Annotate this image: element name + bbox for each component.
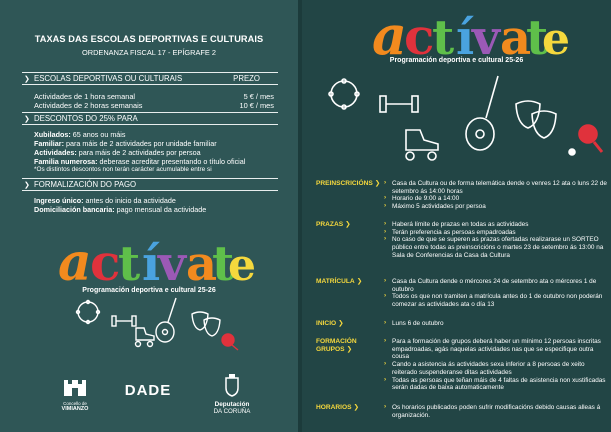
payment-label: Ingreso único: [34, 196, 84, 205]
section-schools [22, 72, 278, 85]
price-value: 5 € / mes [243, 92, 274, 101]
discount-note: *Os distintos descontos non terán carácter acumulable entre si [34, 166, 212, 173]
deputacion-line1: Deputación [214, 401, 250, 408]
price-row-label: Actividades de 1 hora semanal [34, 92, 136, 101]
svg-text:a: a [58, 232, 92, 293]
tambourine-icon [77, 301, 100, 324]
info-label [316, 320, 378, 328]
discount-text: deberase acreditar presentando o título oficial [97, 157, 246, 166]
chevron-right-icon: ❯ [338, 320, 344, 327]
info-item: › Os horarios publicados poden sufrir modificacións debido causas alleas á organización. [382, 404, 608, 419]
coat-of-arms-icon [224, 374, 240, 396]
info-item: › Todas as persoas que teñan máis de 4 faltas de asistencia non xustificadas serán dadas de baixa automaticamente [382, 377, 608, 392]
ping-pong-icon [222, 334, 238, 350]
svg-text:v: v [158, 236, 186, 292]
chevron-right-icon: ❯ [24, 116, 30, 123]
dumbbell-icon [380, 96, 418, 112]
concello-line2: VIMIANZO [61, 406, 89, 412]
section-schools-label: ESCOLAS DEPORTIVAS OU CULTURAIS [34, 74, 183, 83]
payment-item [34, 196, 284, 205]
dumbbell-icon [112, 316, 136, 326]
info-item: › Cando a asistencia ás actividades sexa inferior a 8 persoas de xeito reiterado suspenderanse ditas actividades [382, 361, 608, 376]
svg-text:a: a [372, 3, 407, 67]
payment-item [34, 205, 284, 214]
discount-label: Familiar: [34, 139, 64, 148]
info-item: › Horario de 9:00 a 14:00 [382, 195, 608, 203]
payment-text: pago mensual da actividade [114, 205, 207, 214]
svg-text:v: v [472, 10, 500, 66]
chevron-right-icon: ❯ [374, 180, 381, 187]
dade-text: DADE [124, 382, 172, 399]
program-subtitle-right: Programación deportiva e cultural 25-26 [389, 57, 524, 64]
info-label [316, 180, 381, 188]
info-item: › Haberá límite de prazas en todas as actividades [382, 221, 608, 229]
price-row [34, 92, 274, 101]
svg-text:e: e [542, 14, 570, 65]
roller-skate-icon [136, 328, 155, 347]
castle-icon [62, 374, 88, 396]
info-item: › Casa da Cultura dende o mércores 24 de setembro ata o mércores 1 de outubro [382, 278, 608, 293]
concello-line1: Concello de [63, 401, 87, 406]
info-label [316, 338, 374, 353]
info-label [316, 404, 378, 412]
theatre-masks-icon [192, 312, 220, 336]
chevron-right-icon: ❯ [346, 345, 353, 353]
info-label-text: PRAZAS [316, 221, 344, 228]
dade-logo [118, 382, 178, 399]
discount-label: Xubilados: [34, 130, 71, 139]
fees-subtitle: ORDENANZA FISCAL 17 - EPÍGRAFE 2 [81, 48, 217, 57]
ping-pong-icon [569, 125, 602, 155]
svg-text:í: í [142, 236, 161, 292]
discount-text: para máis de 2 actividades por unidade familiar [63, 139, 217, 148]
price-row-label: Actividades de 2 horas semanais [34, 101, 143, 110]
section-payment-label: FORMALIZACIÓN DO PAGO [34, 180, 137, 189]
price-row [34, 101, 274, 110]
payment-text: antes do inicio da actividade [83, 196, 176, 205]
guitar-icon [156, 298, 176, 342]
section-discounts [22, 112, 278, 125]
section-payment [22, 178, 278, 191]
discount-label: Actividades: [34, 148, 77, 157]
section-discounts-label: DESCONTOS DO 25% PARA [34, 114, 138, 123]
discount-item [34, 157, 284, 166]
discount-label: Familia numerosa: [34, 157, 98, 166]
tambourine-icon [329, 79, 359, 109]
svg-text:t: t [526, 10, 549, 66]
chevron-right-icon: ❯ [24, 76, 30, 83]
svg-text:c: c [90, 233, 121, 292]
discount-item [34, 130, 284, 139]
info-item: › Todos os que non tramiten a matrícula antes do 1 de outubro non poderán comezar as actividades ata o día 13 [382, 293, 608, 308]
roller-skate-icon [406, 130, 438, 160]
info-label [316, 278, 378, 286]
guitar-icon [466, 76, 498, 150]
svg-text:t: t [118, 236, 141, 292]
deputacion-line2: DA CORUÑA [213, 408, 251, 415]
info-label-text: HORARIOS [316, 404, 352, 411]
discount-item [34, 139, 284, 148]
payment-label: Domiciliación bancaria: [34, 205, 115, 214]
info-item: › No caso de que se superen as prazas ofertadas realizarase un SORTEO público entre todas as preinscricións o martes 23 de setembro ás 13:00 na Sala de Conferencias da Casa da Cultura [382, 236, 608, 259]
deputacion-logo [200, 374, 264, 415]
info-item: › Máximo 5 actividades por persoa [382, 203, 608, 211]
price-value: 10 € / mes [239, 101, 274, 110]
info-label-text: INICIO [316, 320, 337, 327]
chevron-right-icon: ❯ [24, 182, 30, 189]
activity-icons-right [310, 72, 610, 176]
info-item: › Casa da Cultura ou de forma telemática dende o venres 12 ata o luns 22 de setembro ás 14:00 horas [382, 180, 608, 195]
info-item: › Para a formación de grupos deberá haber un mínimo 12 persoas inscritas empadroadas, agás naquelas actividades nas que se especifique outra cousa [382, 338, 608, 361]
discount-item [34, 148, 284, 157]
discount-text: 65 anos ou máis [70, 130, 126, 139]
svg-text:í: í [456, 10, 475, 66]
concello-vimianzo-logo [50, 374, 100, 412]
chevron-right-icon: ❯ [356, 278, 363, 285]
info-item: › Luns 6 de outubro [382, 320, 608, 328]
svg-text:e: e [228, 240, 256, 291]
activity-icons-left [72, 296, 242, 352]
info-label-text: FORMACIÓN GRUPOS [316, 338, 357, 353]
fees-title: TAXAS DAS ESCOLAS DEPORTIVAS E CULTURAIS [34, 34, 264, 44]
theatre-masks-icon [516, 101, 556, 138]
program-subtitle-left: Programación deportiva e cultural 25-26 [82, 287, 216, 294]
chevron-right-icon: ❯ [353, 404, 360, 411]
price-header: PREZO [233, 74, 260, 83]
svg-text:t: t [432, 10, 455, 66]
chevron-right-icon: ❯ [345, 221, 351, 228]
svg-text:a: a [186, 236, 218, 292]
info-label-text: PREINSCRICIÓNS [316, 180, 373, 187]
discount-text: para máis de 2 actividades por persoa [76, 148, 201, 157]
info-label [316, 221, 378, 229]
info-label-text: MATRÍCULA [316, 278, 355, 285]
svg-text:c: c [404, 7, 435, 66]
info-item: › Terán preferencia as persoas empadroadas [382, 229, 608, 237]
left-panel [0, 0, 298, 432]
svg-text:t: t [212, 236, 235, 292]
svg-text:a: a [500, 10, 532, 66]
